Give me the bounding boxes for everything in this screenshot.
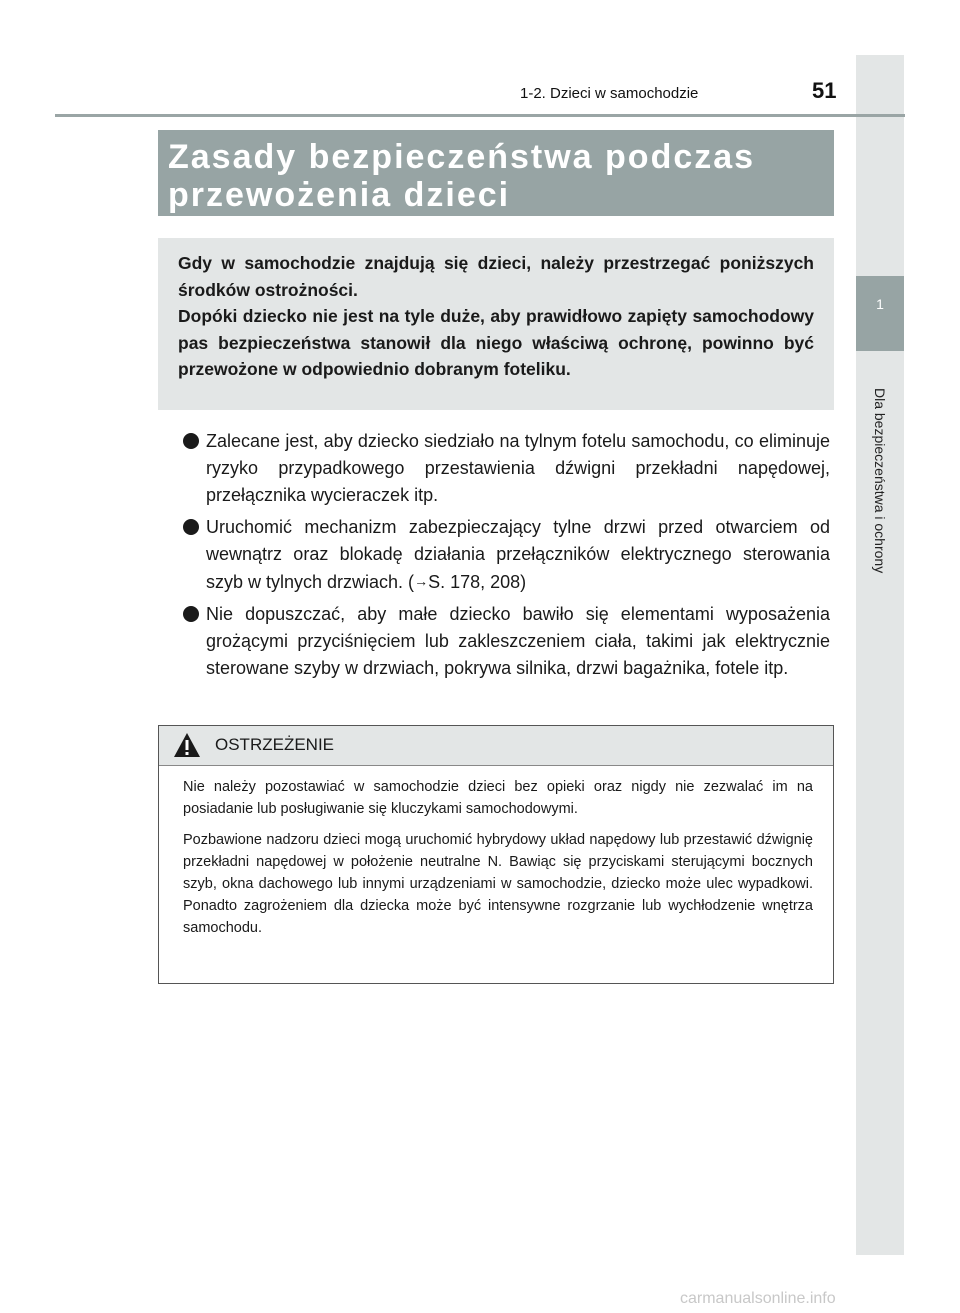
page-title-line-1: Zasady bezpieczeństwa podczas xyxy=(168,138,756,176)
side-tab-background xyxy=(856,55,904,1255)
warning-paragraph-1: Nie należy pozostawiać w samochodzie dzieci bez opieki oraz nigdy nie zezwalać im na posiadanie lub posługiwanie się kluczykami samochodowymi. xyxy=(183,779,813,817)
bullet-dot-icon xyxy=(183,433,199,449)
bullet-text-before: Uruchomić mechanizm zabezpieczający tylne drzwi przed otwarciem od wewnątrz oraz blokadę działania przełączników elektrycznego sterowania szyb w tylnych drzwiach. ( xyxy=(206,517,830,592)
bullet-dot-icon xyxy=(183,606,199,622)
intro-paragraph-1: Gdy w samochodzie znajdują się dzieci, należy przestrzegać poniższych środków ostrożności. xyxy=(178,253,814,300)
page-number: 51 xyxy=(812,78,837,103)
chapter-title: Dla bezpieczeństwa i ochrony xyxy=(872,388,888,574)
intro-box xyxy=(158,238,834,410)
warning-box xyxy=(158,725,834,984)
bullet-item xyxy=(180,601,830,682)
page-title-line-2: przewożenia dzieci xyxy=(168,176,511,214)
warning-paragraph-2: Pozbawione nadzoru dzieci mogą uruchomić hybrydowy układ napędowy lub przestawić dźwignię przekładni napędowej w położenie neutralne N. Bawiąc się przyciskami sterującymi bocznych szyb, okna dachowego lub innymi urządzeniami w samochodzie, dziecko może ulec wypadkowi. Ponadto zagrożeniem dla dziecka może być intensywne rozgrzanie lub wychłodzenie wnętrza samochodu. xyxy=(183,832,813,936)
chapter-number-tab xyxy=(856,276,904,351)
bullet-dot-icon xyxy=(183,519,199,535)
arrow-right-icon: → xyxy=(414,573,429,589)
bullet-text: Nie dopuszczać, aby małe dziecko bawiło się elementami wyposażenia grożącymi przyciśnięciem lub zakleszczeniem ciała, takimi jak elektrycznie sterowane szyby w drzwiach, pokrywa silnika, drzwi bagażnika, fotele itp. xyxy=(206,604,830,678)
bullet-list xyxy=(180,428,830,687)
section-header: 1-2. Dzieci w samochodzie xyxy=(520,85,699,102)
header-divider xyxy=(55,114,905,117)
chapter-title-tab xyxy=(856,351,904,611)
bullet-item xyxy=(180,428,830,509)
bullet-item xyxy=(180,514,830,596)
warning-title: OSTRZEŻENIE xyxy=(215,735,335,754)
bullet-text: Zalecane jest, aby dziecko siedziało na tylnym fotelu samochodu, co eliminuje ryzyko przypadkowego przestawienia dźwigni przekładni napędowej, przełącznika wycieraczek itp. xyxy=(206,431,830,505)
title-banner xyxy=(158,130,834,216)
warning-header xyxy=(159,726,833,766)
watermark: carmanualsonline.info xyxy=(680,1290,836,1307)
page-reference-link[interactable]: S. 178, 208) xyxy=(428,572,527,592)
warning-triangle-icon xyxy=(173,732,201,758)
intro-paragraph-2: Dopóki dziecko nie jest na tyle duże, aby prawidłowo zapięty samochodowy pas bezpieczeństwa stanowił dla niego właściwą ochronę, powinno być przewożone w odpowiednio dobranym foteliku. xyxy=(178,306,814,379)
warning-body xyxy=(159,766,833,939)
bullet-text xyxy=(206,514,830,596)
chapter-number: 1 xyxy=(876,296,884,312)
